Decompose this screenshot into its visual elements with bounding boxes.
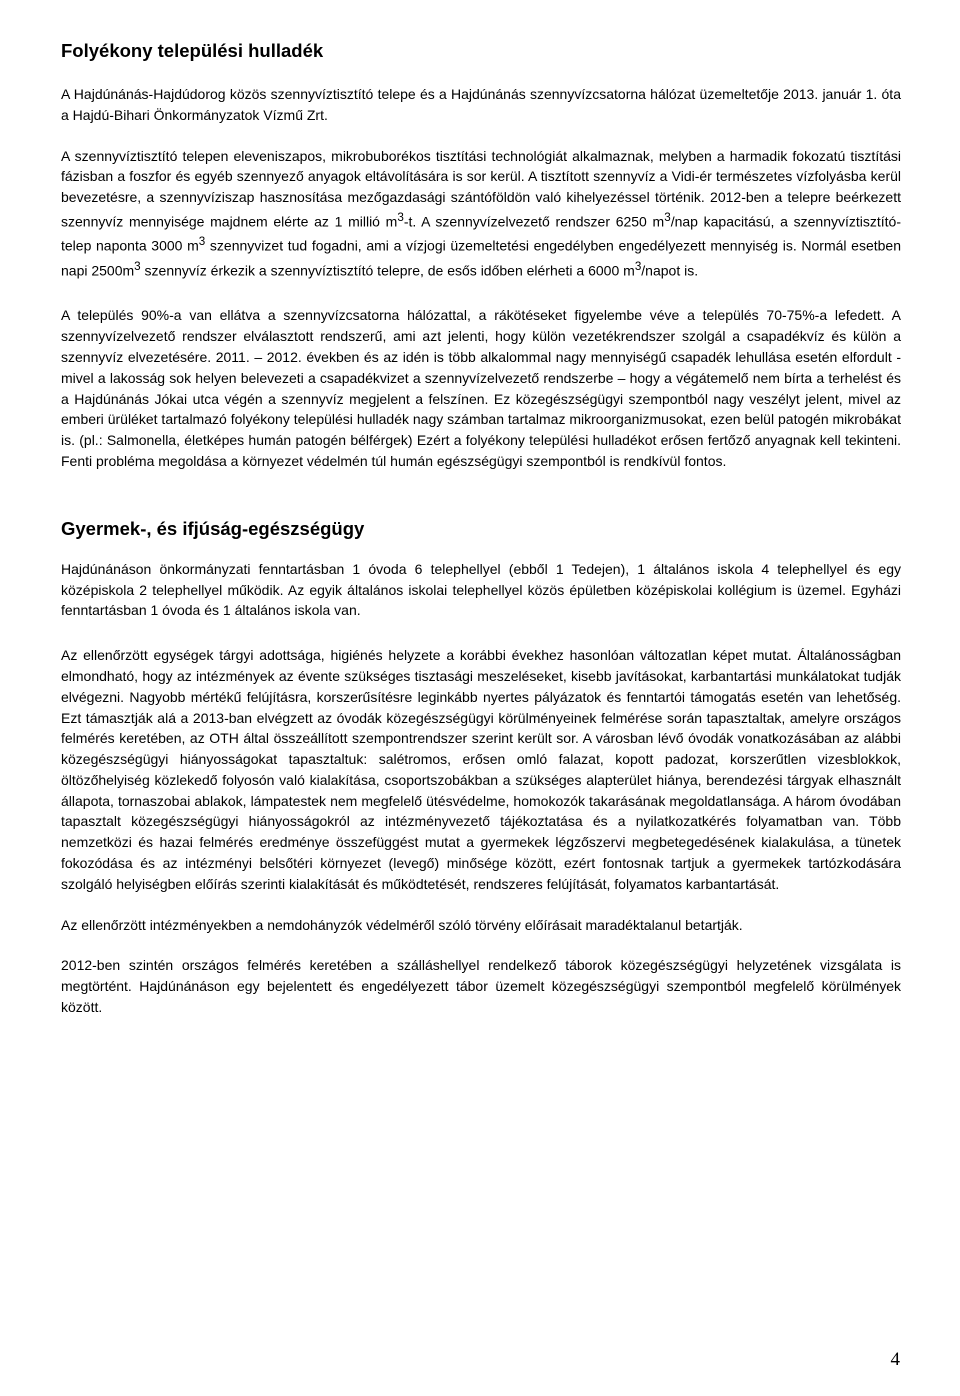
paragraph-operator: A Hajdúnánás-Hajdúdorog közös szennyvíztisztító telepe és a Hajdúnánás szennyvízcsatorna hálózat üzemeltetője 2013. január 1. óta a Hajdú-Bihari Önkormányzatok Vízmű Zrt.	[61, 86, 901, 123]
paragraph-non-smokers: Az ellenőrzött intézményekben a nemdohányzók védelméről szóló törvény előírásait maradéktalanul betartják.	[61, 916, 743, 933]
paragraph-institutions: Hajdúnánáson önkormányzati fenntartásban 1 óvoda 6 telephellyel (ebből 1 Tedejen), 1 általános iskola 4 telephellyel és egy középiskola 2 telephellyel működik. Az egyik általános iskolai telephellyel közös épületben középiskolai kollégium is üzemel. Egyházi fenntartásban 1 óvoda és 1 általános iskola van.	[61, 560, 901, 619]
page-number: 4	[890, 1349, 900, 1370]
superscript-3: 3	[634, 259, 642, 273]
paragraph-sewer-coverage: A település 90%-a van ellátva a szennyvízcsatorna hálózattal, a rákötéseket figyelembe véve a település 70-75%-a lefedett. A szennyvízelvezető rendszer elválasztott rendszerű, ami azt jelenti, hogy külön vezetékrendszer szolgál a csapadékvíz és külön a szennyvíz elvezetésére. 2011. – 2012. években és az idén is több alkalommal nagy mennyiségű csapadék lehullása esetén elfordult - mivel a lakosság sok helyen belevezeti a csapadékvizet a szennyvízelvezető rendszerbe – hogy a végátemelő nem bírta a terhelést és a Hajdúnánás Jókai utca végén a szennyvíz megjelent a felszínen. Ez közegészségügyi szempontból nagy veszélyt jelent, mivel az emberi ürüléket tartalmazó folyékony települési hulladék nagy számban tartalmaz mikroorganizmusokat, ezen belül patogén mikrobákat is. (pl.: Salmonella, életképes humán patogén bélférgek) Ezért a folyékony települési hulladékot erősen fertőző anyagnak kell tekinteni. Fenti probléma megoldása a környezet védelmén túl humán egészségügyi szempontból is rendkívül fontos.	[61, 307, 901, 469]
text-run: /nap kapacitású, a szennyvíztisztító-telep naponta 3000 m	[61, 213, 901, 255]
section-heading-youth-health: Gyermek-, és ifjúság-egészségügy	[61, 517, 365, 539]
superscript-3: 3	[664, 210, 671, 224]
text-run: szennyvizet tud fogadni, ami a vízjogi üzemeltetési engedélyben engedélyezett mennyiség is. Normál esetben napi 2500m	[61, 238, 901, 279]
section-heading-liquid-waste: Folyékony települési hulladék	[61, 40, 324, 61]
paragraph-camps: 2012-ben szintén országos felmérés keretében a szálláshellyel rendelkező táborok közegészségügyi helyzetének vizsgálata is megtörtént. Hajdúnánáson egy bejelentett és engedélyezett tábor üzemelt közegészségügyi szempontból megfelelő körülmények között.	[61, 957, 901, 1016]
superscript-3: 3	[134, 259, 141, 273]
text-run: -t. A szennyvízelvezető rendszer 6250 m	[403, 213, 665, 230]
superscript-3: 3	[397, 210, 404, 224]
page-content	[61, 38, 901, 1018]
text-run: A szennyvíztisztító telepen eleveniszapos, mikrobuborékos tisztítási technológiát alkalmaznak, melyben a harmadik fokozatú tisztítási fázisban a foszfor és egyéb szennyező anyagok eltávolítására is sor kerül. A tisztított szennyvíz a Vidi-ér természetes vízfolyásba kerül bevezetésre, a szennyvíziszap hasznosítása mezőgazdasági szántóföldön való kihelyezéssel történik. 2012-ben a telepre beérkezett szennyvíz mennyisége majdnem elérte az 1 millió m	[61, 147, 901, 230]
superscript-3: 3	[198, 235, 206, 249]
text-run: szennyvíz érkezik a szennyvíztisztító telepre, de esős időben elérheti a 6000 m	[140, 262, 635, 279]
paragraph-treatment-technology	[61, 146, 901, 282]
text-run: /napot is.	[641, 262, 699, 279]
paragraph-inspections: Az ellenőrzött egységek tárgyi adottsága, higiénés helyzete a korábbi évekhez hasonlóan változatlan képet mutat. Általánosságban elmondható, hogy az intézmények az évente szükséges tisztasági meszeléseket, kisebb javításokat, karbantartási munkálatokat tudják elvégezni. Nagyobb mértékű felújításra, korszerűsítésre leginkább nyertes pályázatok és fenntartói támogatás esetén van lehetőség. Ezt támasztják alá a 2013-ban elvégzett az óvodák közegészségügyi körülményeinek felmérése során tapasztaltak, amelyre országos felmérés keretében, az OTH által összeállított szempontrendszer szerint került sor. A városban lévő óvodák vonatkozásában az alábbi közegészségügyi hiányosságokat tapasztaltuk: salétromos, erősen omló falazat, kopott padozat, korszerűtlen vizesblokkok, öltözőhelyiség közlekedő folyosón való kialakítása, csoportszobákban a szükséges alapterület hiánya, berendezési tárgyak elhasznált állapota, tornaszobai ablakok, lámpatestek nem megfelelő ütésvédelme, homokozók takarásának megoldatlansága. A három óvodában tapasztalt közegészségügyi hiányosságokról az intézményvezető tájékoztatása és a nyilatkozatkérés folyamatban van. Több nemzetközi és hazai felmérés eredménye összefüggést mutat a gyermekek légzőszervi megbetegedésének kialakulása, a tünetek fokozódása és az intézményi belsőtéri környezet (levegő) minősége között, ezért fontosnak tartjuk a gyermekek tartózkodására szolgáló helyiségben előírás szerinti kialakítását és működtetését, rendszeres felújítását, folyamatos karbantartását.	[61, 647, 901, 892]
